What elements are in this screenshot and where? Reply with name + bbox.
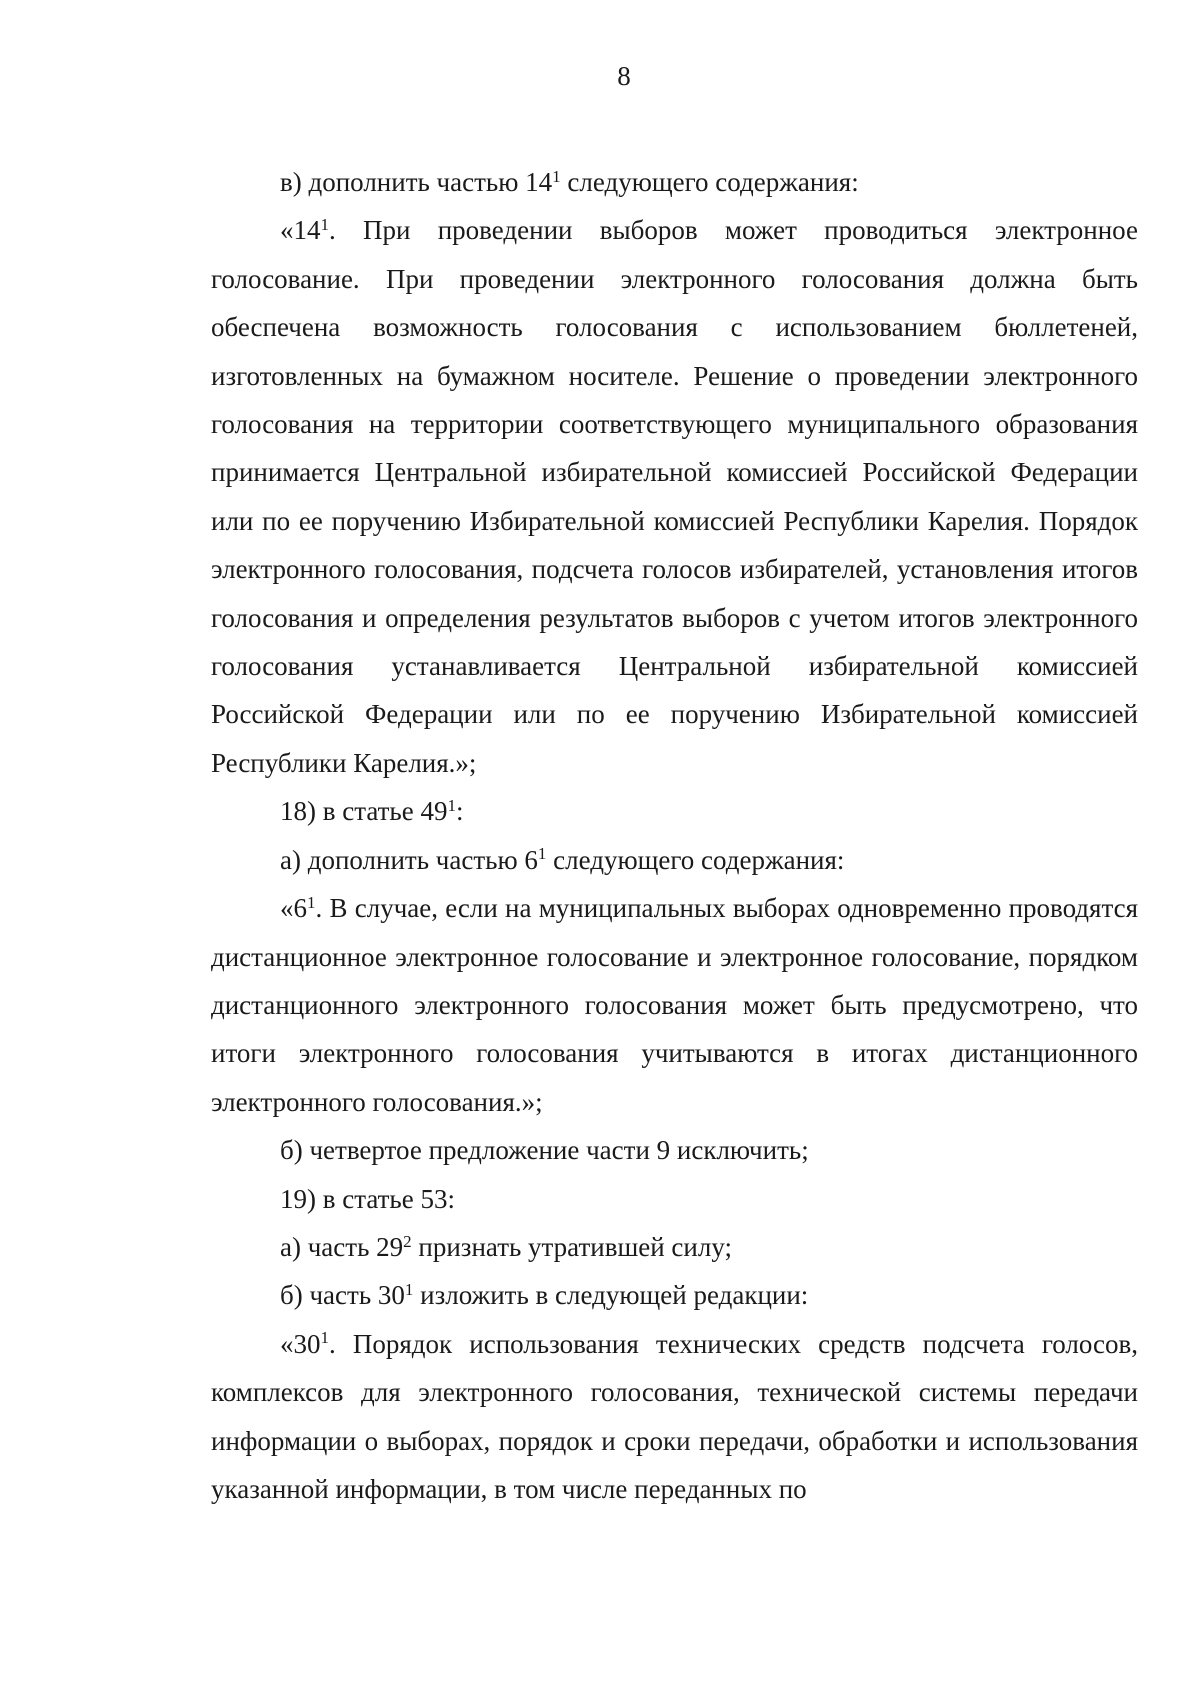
paragraph-amendment-b-30: б) часть $30^1$ изложить в следующей редакции: bbox=[280, 1280, 809, 1311]
paragraph-amendment-v: в) дополнить частью $14^1$ следующего содержания: bbox=[280, 166, 859, 197]
paragraph-amendment-a-29: а) часть $29^2$ признать утратившей силу; bbox=[280, 1231, 732, 1262]
paragraph-part-30-1: «$30^1$. Порядок использования технических средств подсчета голосов, комплексов для электронного голосования, технической системы передачи информации о выборах, порядок и сроки передачи, обработки и использования указанной информации, в том числе переданных по bbox=[211, 1328, 1138, 1504]
document-body bbox=[211, 158, 1138, 1513]
paragraph-amendment-a: а) дополнить частью $6^1$ следующего содержания: bbox=[280, 844, 845, 875]
paragraph-part-6-1: «$6^1$. В случае, если на муниципальных выборах одновременно проводятся дистанционное электронное голосование и электронное голосование, порядком дистанционного электронного голосования может быть предусмотрено, что итоги электронного голосования учитываются в итогах дистанционного электронного голосования.»; bbox=[211, 892, 1138, 1117]
paragraph-amendment-b: б) четвертое предложение части 9 исключить; bbox=[280, 1135, 809, 1166]
paragraph-item-18: 18) в статье $49^1$: bbox=[280, 795, 464, 827]
paragraph-item-19: 19) в статье 53: bbox=[280, 1183, 455, 1214]
page-number: 8 bbox=[617, 61, 631, 91]
paragraph-part-14-1: «$14^1$. При проведении выборов может проводиться электронное голосование. При проведении электронного голосования должна быть обеспечена возможность голосования с использованием бюллетеней, изготовленных на бумажном носителе. Решение о проведении электронного голосования на территории соответствующего муниципального образования принимается Центральной избирательной комиссией Российской Федерации или по ее поручению Избирательной комиссией Республики Карелия. Порядок электронного голосования, подсчета голосов избирателей, установления итогов голосования и определения результатов выборов с учетом итогов электронного голосования устанавливается Центральной избирательной комиссией Российской Федерации или по ее поручению Избирательной комиссией Республики Карелия.»; bbox=[211, 215, 1138, 778]
